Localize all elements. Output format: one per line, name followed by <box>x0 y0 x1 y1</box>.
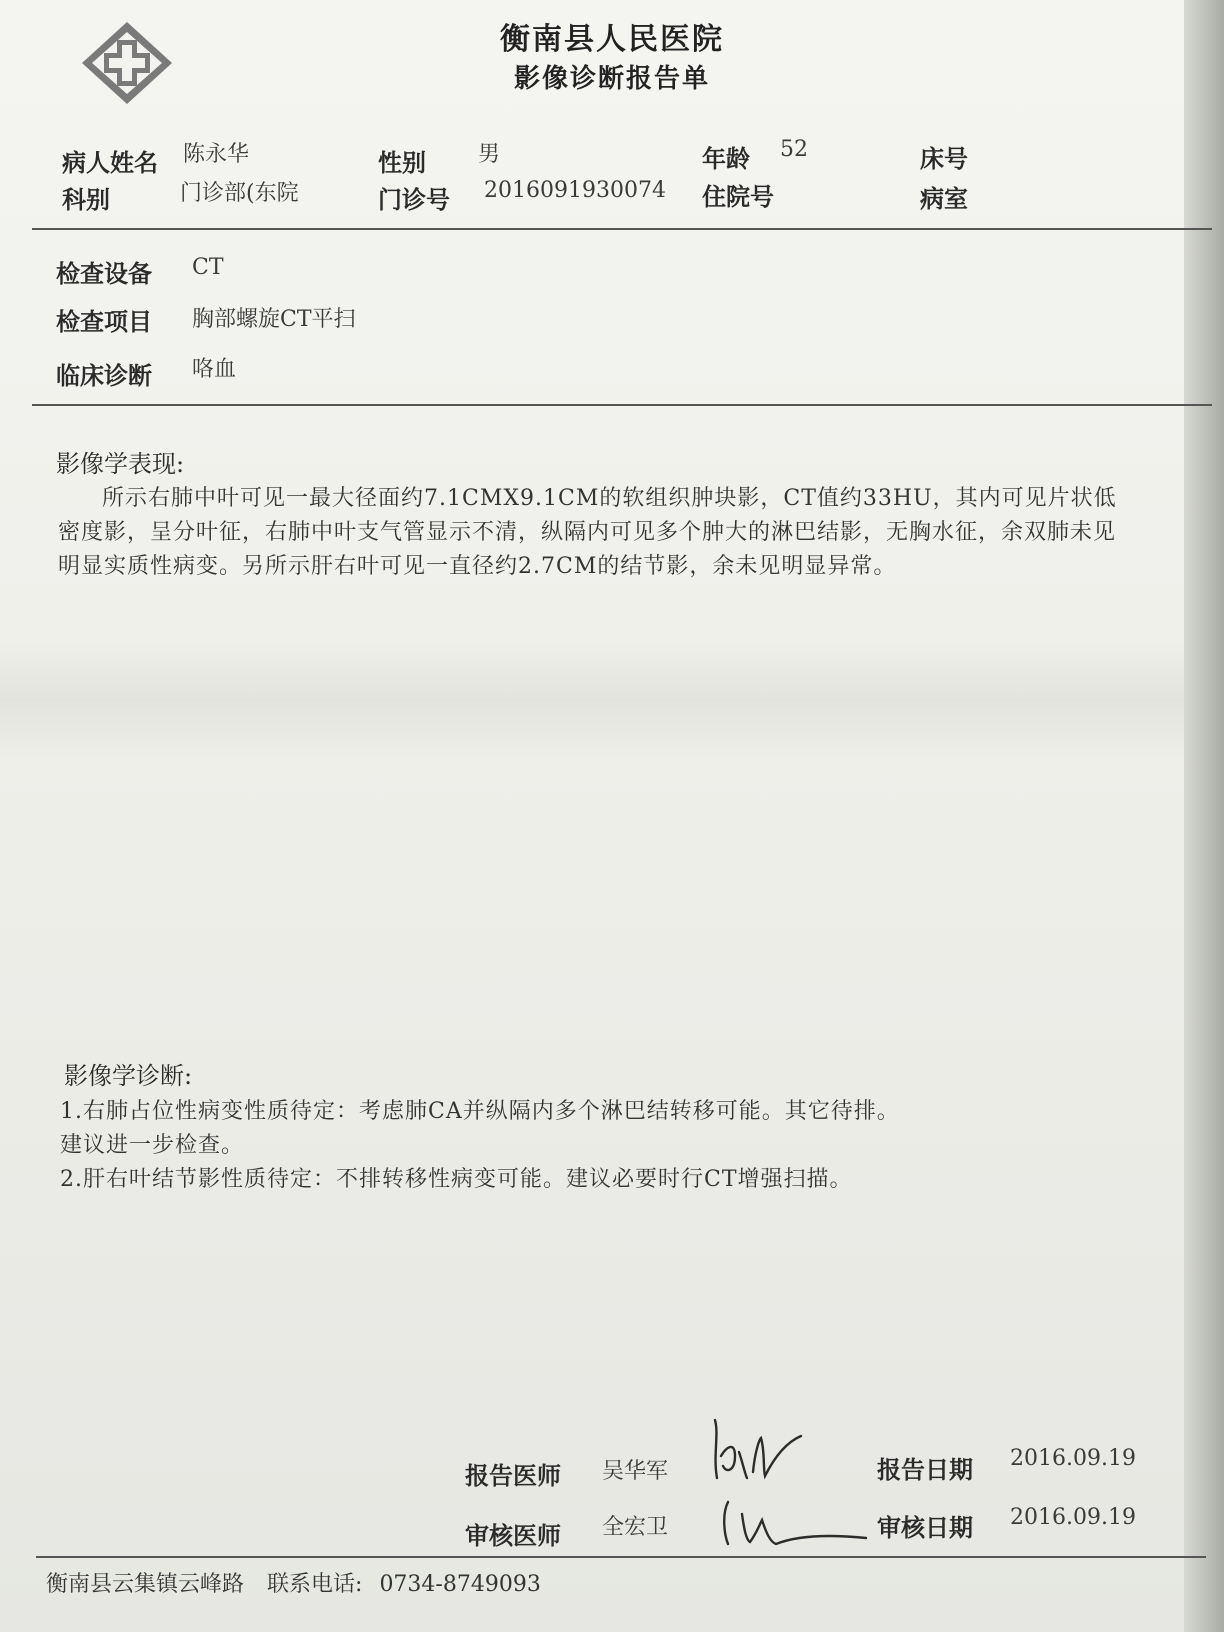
hospital-name: 衡南县人民医院 <box>500 22 724 57</box>
dept-value: 门诊部(东院 <box>180 181 299 206</box>
gender-label: 性别 <box>378 148 426 177</box>
divider-footer <box>36 1556 1206 1558</box>
device-value: CT <box>192 255 224 280</box>
diagnosis-item: 1.右肺占位性病变性质待定：考虑肺CA并纵隔内多个淋巴结转移可能。其它待排。 <box>60 1099 900 1124</box>
outpatient-no-label: 门诊号 <box>378 185 450 214</box>
paper-edge <box>1184 0 1224 1632</box>
footer-address: 衡南县云集镇云峰路 <box>46 1572 245 1597</box>
age-value: 52 <box>780 137 808 162</box>
exam-item-label: 检查项目 <box>56 307 152 336</box>
review-doctor-signature <box>716 1494 876 1550</box>
paper-fold-shadow <box>0 640 1224 760</box>
clinical-diagnosis-label: 临床诊断 <box>56 361 152 390</box>
findings-text: 所示右肺中叶可见一最大径面约7.1CMX9.1CM的软组织肿块影，CT值约33HU，其内可见片状低密度影，呈分叶征，右肺中叶支气管显示不清，纵隔内可见多个肿大的淋巴结影，无胸水征，余双肺未见明显实质性病变。另所示肝右叶可见一直径约2.7CM的结节影，余未见明显异常。 <box>58 486 1117 579</box>
report-date-label: 报告日期 <box>877 1455 973 1484</box>
bed-label: 床号 <box>920 144 968 173</box>
divider-patient <box>32 228 1212 230</box>
footer-contact <box>46 1567 541 1598</box>
report-date-value: 2016.09.19 <box>1010 1446 1136 1471</box>
review-doctor-name: 全宏卫 <box>602 1515 669 1540</box>
divider-exam <box>32 404 1212 406</box>
diagnosis-item: 建议进一步检查。 <box>60 1133 245 1158</box>
findings-title: 影像学表现: <box>56 450 185 478</box>
footer-phone: 0734-8749093 <box>379 1572 541 1597</box>
review-doctor-label: 审核医师 <box>465 1521 561 1550</box>
patient-name-label: 病人姓名 <box>62 148 158 177</box>
device-label: 检查设备 <box>56 259 152 288</box>
footer-phone-label: 联系电话: <box>267 1572 363 1597</box>
review-date-value: 2016.09.19 <box>1010 1505 1136 1530</box>
report-doctor-name: 吴华军 <box>602 1459 669 1484</box>
diagnosis-item: 2.肝右叶结节影性质待定：不排转移性病变可能。建议必要时行CT增强扫描。 <box>60 1167 853 1192</box>
outpatient-no-value: 2016091930074 <box>484 178 666 203</box>
review-date-label: 审核日期 <box>877 1513 973 1542</box>
diagnosis-list <box>60 1095 1120 1197</box>
exam-item-value: 胸部螺旋CT平扫 <box>192 307 356 332</box>
age-label: 年龄 <box>702 144 750 173</box>
patient-name: 陈永华 <box>183 142 250 167</box>
gender-value: 男 <box>478 142 501 167</box>
ward-label: 病室 <box>920 184 968 213</box>
clinical-diagnosis-value: 咯血 <box>192 357 237 382</box>
report-doctor-label: 报告医师 <box>465 1461 561 1490</box>
diagnosis-title: 影像学诊断: <box>64 1062 193 1090</box>
report-doctor-signature <box>705 1412 815 1488</box>
dept-label: 科别 <box>62 185 110 214</box>
inpatient-no-label: 住院号 <box>702 182 774 211</box>
report-title: 影像诊断报告单 <box>513 64 710 94</box>
